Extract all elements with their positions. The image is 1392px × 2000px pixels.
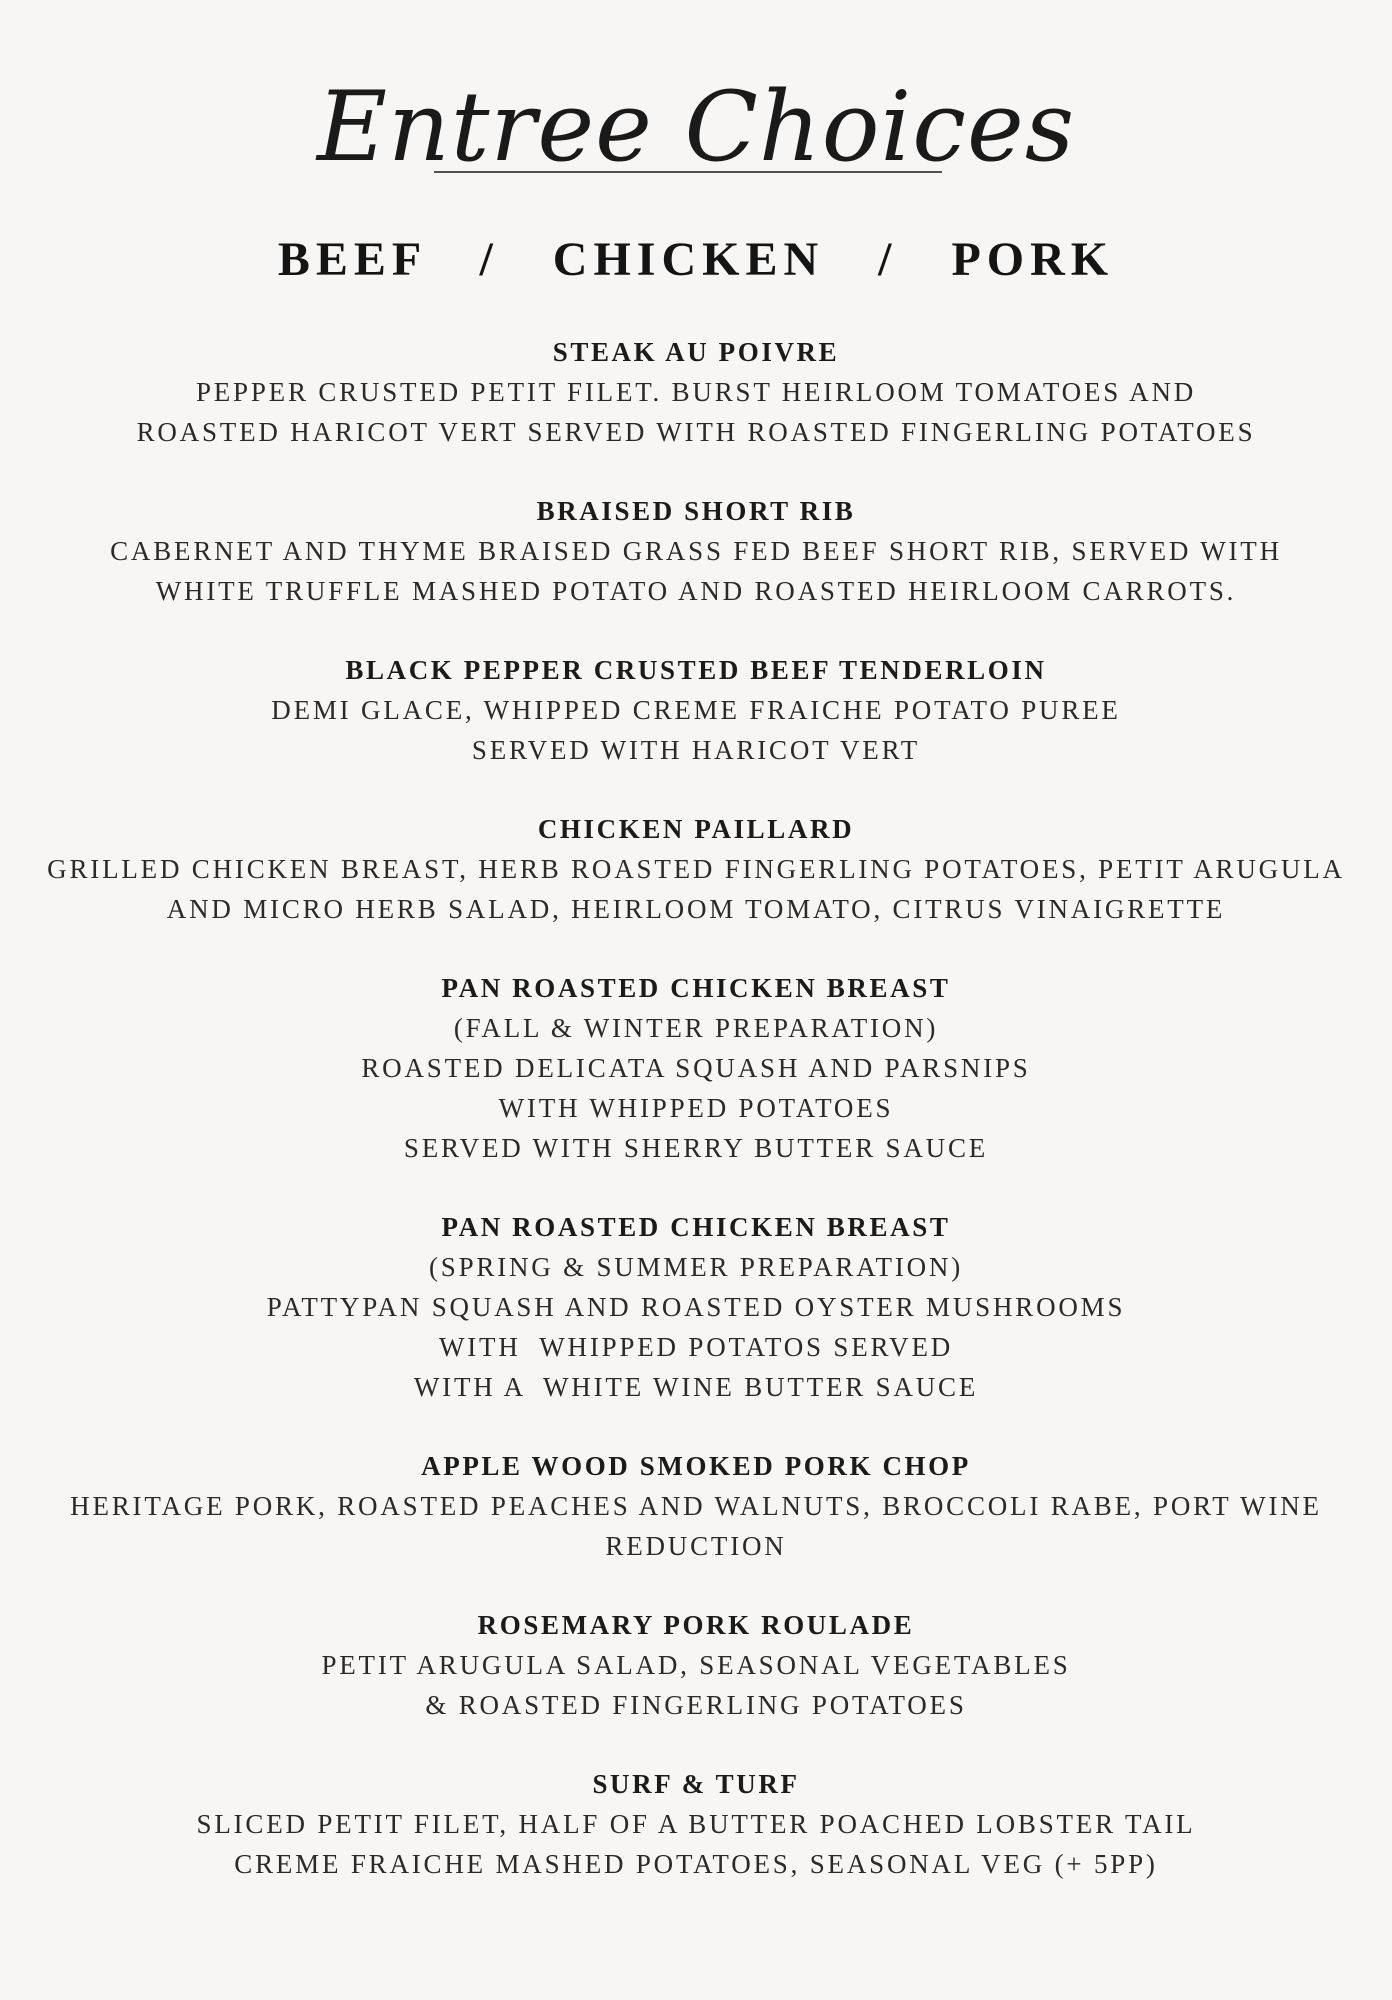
page-title-text: Entree Choices xyxy=(316,71,1076,183)
dish-name: SURF & TURF xyxy=(592,1769,800,1799)
dish-description-line: HERITAGE PORK, ROASTED PEACHES AND WALNUTS, BROCCOLI RABE, PORT WINE xyxy=(70,1491,1322,1521)
dish-name: PAN ROASTED CHICKEN BREAST xyxy=(441,973,951,1003)
dish-item xyxy=(0,1446,1392,1566)
dish-description-line: AND MICRO HERB SALAD, HEIRLOOM TOMATO, CITRUS VINAIGRETTE xyxy=(166,894,1226,924)
dish-description-line: REDUCTION xyxy=(605,1531,787,1561)
dish-description-line: CABERNET AND THYME BRAISED GRASS FED BEEF SHORT RIB, SERVED WITH xyxy=(110,536,1282,566)
dish-description-line: (FALL & WINTER PREPARATION) xyxy=(453,1013,939,1043)
dish-description-line: & ROASTED FINGERLING POTATOES xyxy=(425,1690,967,1720)
dish-list xyxy=(0,332,1392,1923)
dish-description-line: DEMI GLACE, WHIPPED CREME FRAICHE POTATO PUREE xyxy=(271,695,1121,725)
dish-name: ROSEMARY PORK ROULADE xyxy=(477,1610,915,1640)
dish-description-line: WITH A WHITE WINE BUTTER SAUCE xyxy=(413,1372,979,1402)
dish-name: PAN ROASTED CHICKEN BREAST xyxy=(441,1212,951,1242)
dish-description-line: CREME FRAICHE MASHED POTATOES, SEASONAL VEG (+ 5PP) xyxy=(234,1849,1158,1879)
dish-item xyxy=(0,491,1392,611)
dish-name: BRAISED SHORT RIB xyxy=(536,496,856,526)
dish-description-line: SERVED WITH SHERRY BUTTER SAUCE xyxy=(403,1133,989,1163)
dish-description-line: PEPPER CRUSTED PETIT FILET. BURST HEIRLOOM TOMATOES AND xyxy=(195,377,1197,407)
dish-item xyxy=(0,650,1392,770)
dish-description-line: SLICED PETIT FILET, HALF OF A BUTTER POACHED LOBSTER TAIL xyxy=(196,1809,1196,1839)
dish-item xyxy=(0,1764,1392,1884)
dish-item xyxy=(0,1207,1392,1407)
dish-description-line: WHITE TRUFFLE MASHED POTATO AND ROASTED HEIRLOOM CARROTS. xyxy=(155,576,1237,606)
category-heading: BEEF / CHICKEN / PORK xyxy=(277,233,1115,286)
dish-description-line: WITH WHIPPED POTATOS SERVED xyxy=(438,1332,954,1362)
dish-item xyxy=(0,809,1392,929)
dish-name: APPLE WOOD SMOKED PORK CHOP xyxy=(421,1451,971,1481)
dish-description-line: PETIT ARUGULA SALAD, SEASONAL VEGETABLES xyxy=(321,1650,1071,1680)
dish-name: STEAK AU POIVRE xyxy=(552,337,840,367)
dish-name: CHICKEN PAILLARD xyxy=(537,814,855,844)
dish-item xyxy=(0,1605,1392,1725)
script-title-graphic xyxy=(316,60,1076,200)
dish-item xyxy=(0,332,1392,452)
dish-description-line: WITH WHIPPED POTATOES xyxy=(498,1093,894,1123)
dish-description-line: GRILLED CHICKEN BREAST, HERB ROASTED FINGERLING POTATOES, PETIT ARUGULA xyxy=(47,854,1345,884)
dish-description-line: (SPRING & SUMMER PREPARATION) xyxy=(428,1252,964,1282)
dish-description-line: ROASTED HARICOT VERT SERVED WITH ROASTED FINGERLING POTATOES xyxy=(136,417,1256,447)
dish-description-line: ROASTED DELICATA SQUASH AND PARSNIPS xyxy=(361,1053,1031,1083)
dish-name: BLACK PEPPER CRUSTED BEEF TENDERLOIN xyxy=(345,655,1047,685)
page-title xyxy=(0,60,1392,200)
dish-description-line: SERVED WITH HARICOT VERT xyxy=(471,735,921,765)
dish-description-line: PATTYPAN SQUASH AND ROASTED OYSTER MUSHROOMS xyxy=(266,1292,1126,1322)
dish-item xyxy=(0,968,1392,1168)
